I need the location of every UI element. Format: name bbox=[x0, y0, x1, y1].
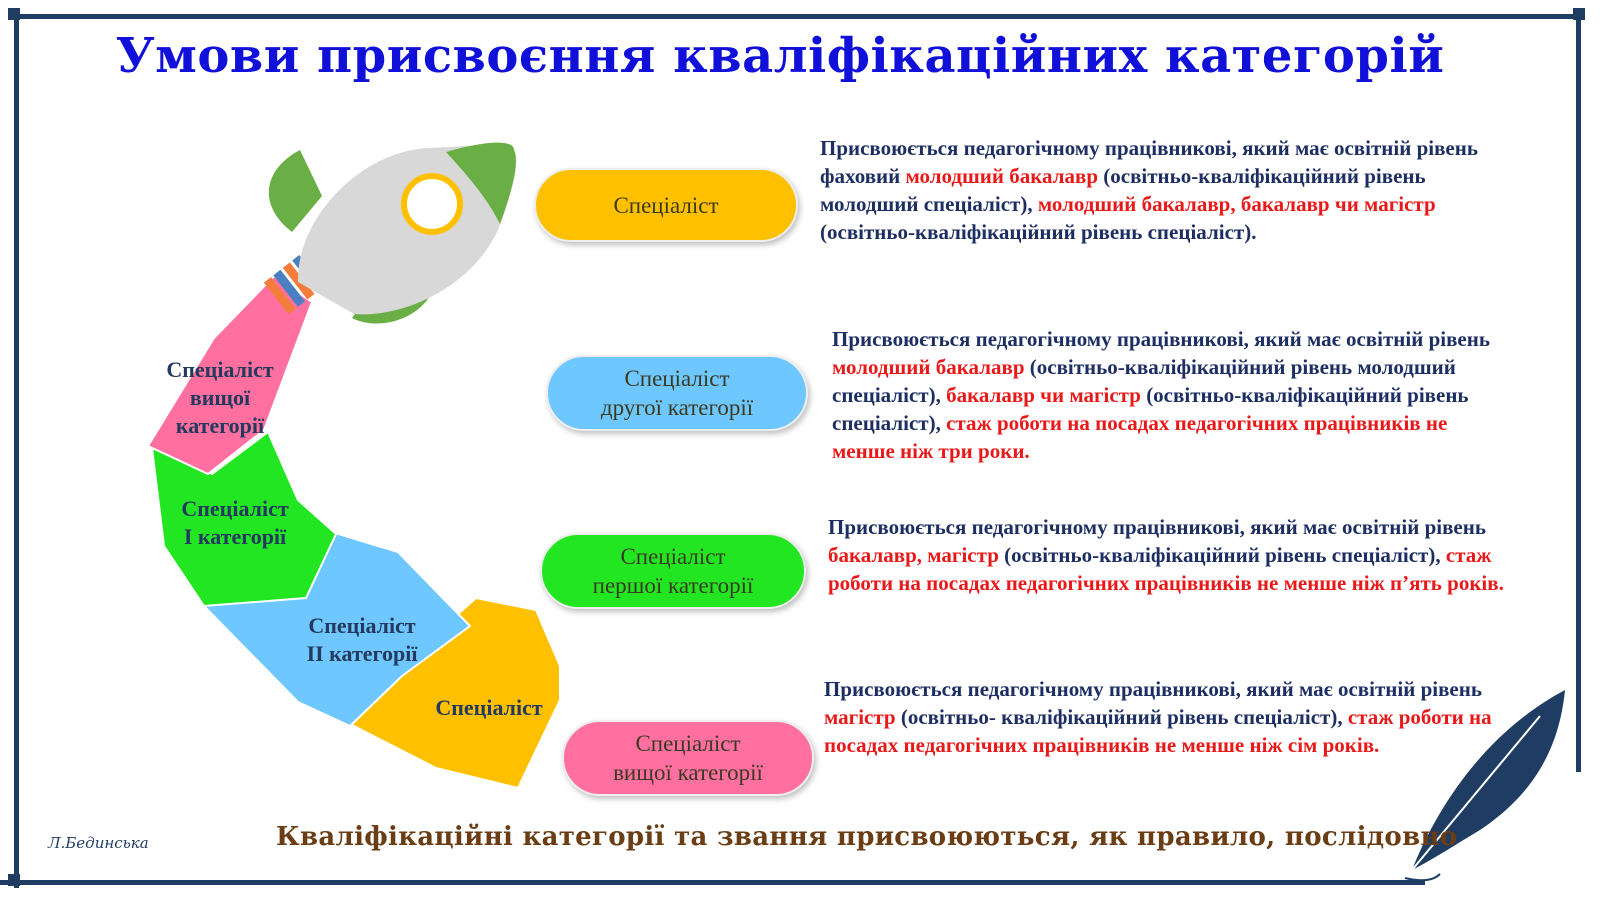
desc-text: (освітньо-кваліфікаційний рівень спеціаліст). bbox=[820, 220, 1257, 244]
pill-label: Спеціаліст bbox=[635, 731, 741, 756]
pill-label: Спеціаліст bbox=[624, 366, 730, 391]
author-signature: Л.Бединська bbox=[48, 834, 149, 852]
arc-label-specialist bbox=[424, 694, 554, 722]
pill-highest-category bbox=[562, 720, 814, 796]
desc-text: (освітньо-кваліфікаційний рівень молодший спеціаліст), bbox=[832, 355, 1456, 407]
desc-highlight: стаж роботи на посадах педагогічних працівників не менше ніж п’ять років. bbox=[828, 543, 1504, 595]
pill-label: вищої категорії bbox=[613, 760, 763, 785]
arc-label-line: І категорії bbox=[183, 524, 287, 549]
arc-label-line: ІІ категорії bbox=[306, 641, 418, 666]
desc-text: Присвоюється педагогічному працівникові, який має освітній рівень фаховий bbox=[820, 136, 1478, 188]
pill-label: Спеціаліст bbox=[613, 192, 719, 218]
arc-label-first-category bbox=[170, 495, 300, 551]
pill-label: другої категорії bbox=[600, 395, 754, 420]
description-second-category bbox=[832, 325, 1512, 465]
pill-label: першої категорії bbox=[592, 573, 754, 598]
desc-highlight: стаж роботи на посадах педагогічних працівників не менше ніж сім років. bbox=[824, 705, 1492, 757]
desc-highlight: молодший бакалавр bbox=[832, 355, 1025, 379]
pill-specialist bbox=[534, 168, 798, 242]
desc-text: (освітньо-кваліфікаційний рівень спеціаліст), bbox=[998, 543, 1446, 567]
arc-label-line: Спеціаліст bbox=[435, 695, 543, 720]
arc-label-line: Спеціаліст bbox=[166, 357, 274, 382]
footer-note: Кваліфікаційні категорії та звання присвоюються, як правило, послідовно bbox=[276, 822, 1458, 852]
desc-text: (освітньо-кваліфікаційний рівень молодший спеціаліст), bbox=[820, 164, 1426, 216]
arc-label-highest-category bbox=[160, 356, 280, 440]
page-title: Умови присвоєння кваліфікаційних категорій bbox=[115, 28, 1445, 84]
arc-label-line: вищої bbox=[189, 385, 251, 410]
description-highest-category bbox=[824, 675, 1504, 759]
pill-first-category bbox=[540, 533, 806, 609]
pill-label: Спеціаліст bbox=[620, 544, 726, 569]
arc-label-line: категорії bbox=[175, 413, 265, 438]
desc-highlight: магістр bbox=[824, 705, 896, 729]
desc-highlight: молодший бакалавр, бакалавр чи магістр bbox=[1037, 192, 1436, 216]
desc-highlight: бакалавр, магістр bbox=[828, 543, 999, 567]
arc-label-line: Спеціаліст bbox=[308, 613, 416, 638]
desc-highlight: молодший бакалавр bbox=[905, 164, 1098, 188]
desc-text: Присвоюється педагогічному працівникові, який має освітній рівень bbox=[828, 515, 1486, 539]
desc-text: Присвоюється педагогічному працівникові, який має освітній рівень bbox=[832, 327, 1490, 351]
description-specialist bbox=[820, 134, 1510, 246]
pill-second-category bbox=[546, 355, 808, 431]
desc-text: (освітньо- кваліфікаційний рівень спеціаліст), bbox=[895, 705, 1348, 729]
desc-text: (освітньо-кваліфікаційний рівень спеціаліст), bbox=[832, 383, 1469, 435]
arc-label-second-category bbox=[292, 612, 432, 668]
description-first-category bbox=[828, 513, 1528, 597]
desc-highlight: стаж роботи на посадах педагогічних працівників не менше ніж три роки. bbox=[832, 411, 1448, 463]
desc-highlight: бакалавр чи магістр bbox=[946, 383, 1141, 407]
arc-label-line: Спеціаліст bbox=[181, 496, 289, 521]
desc-text: Присвоюється педагогічному працівникові, який має освітній рівень bbox=[824, 677, 1482, 701]
